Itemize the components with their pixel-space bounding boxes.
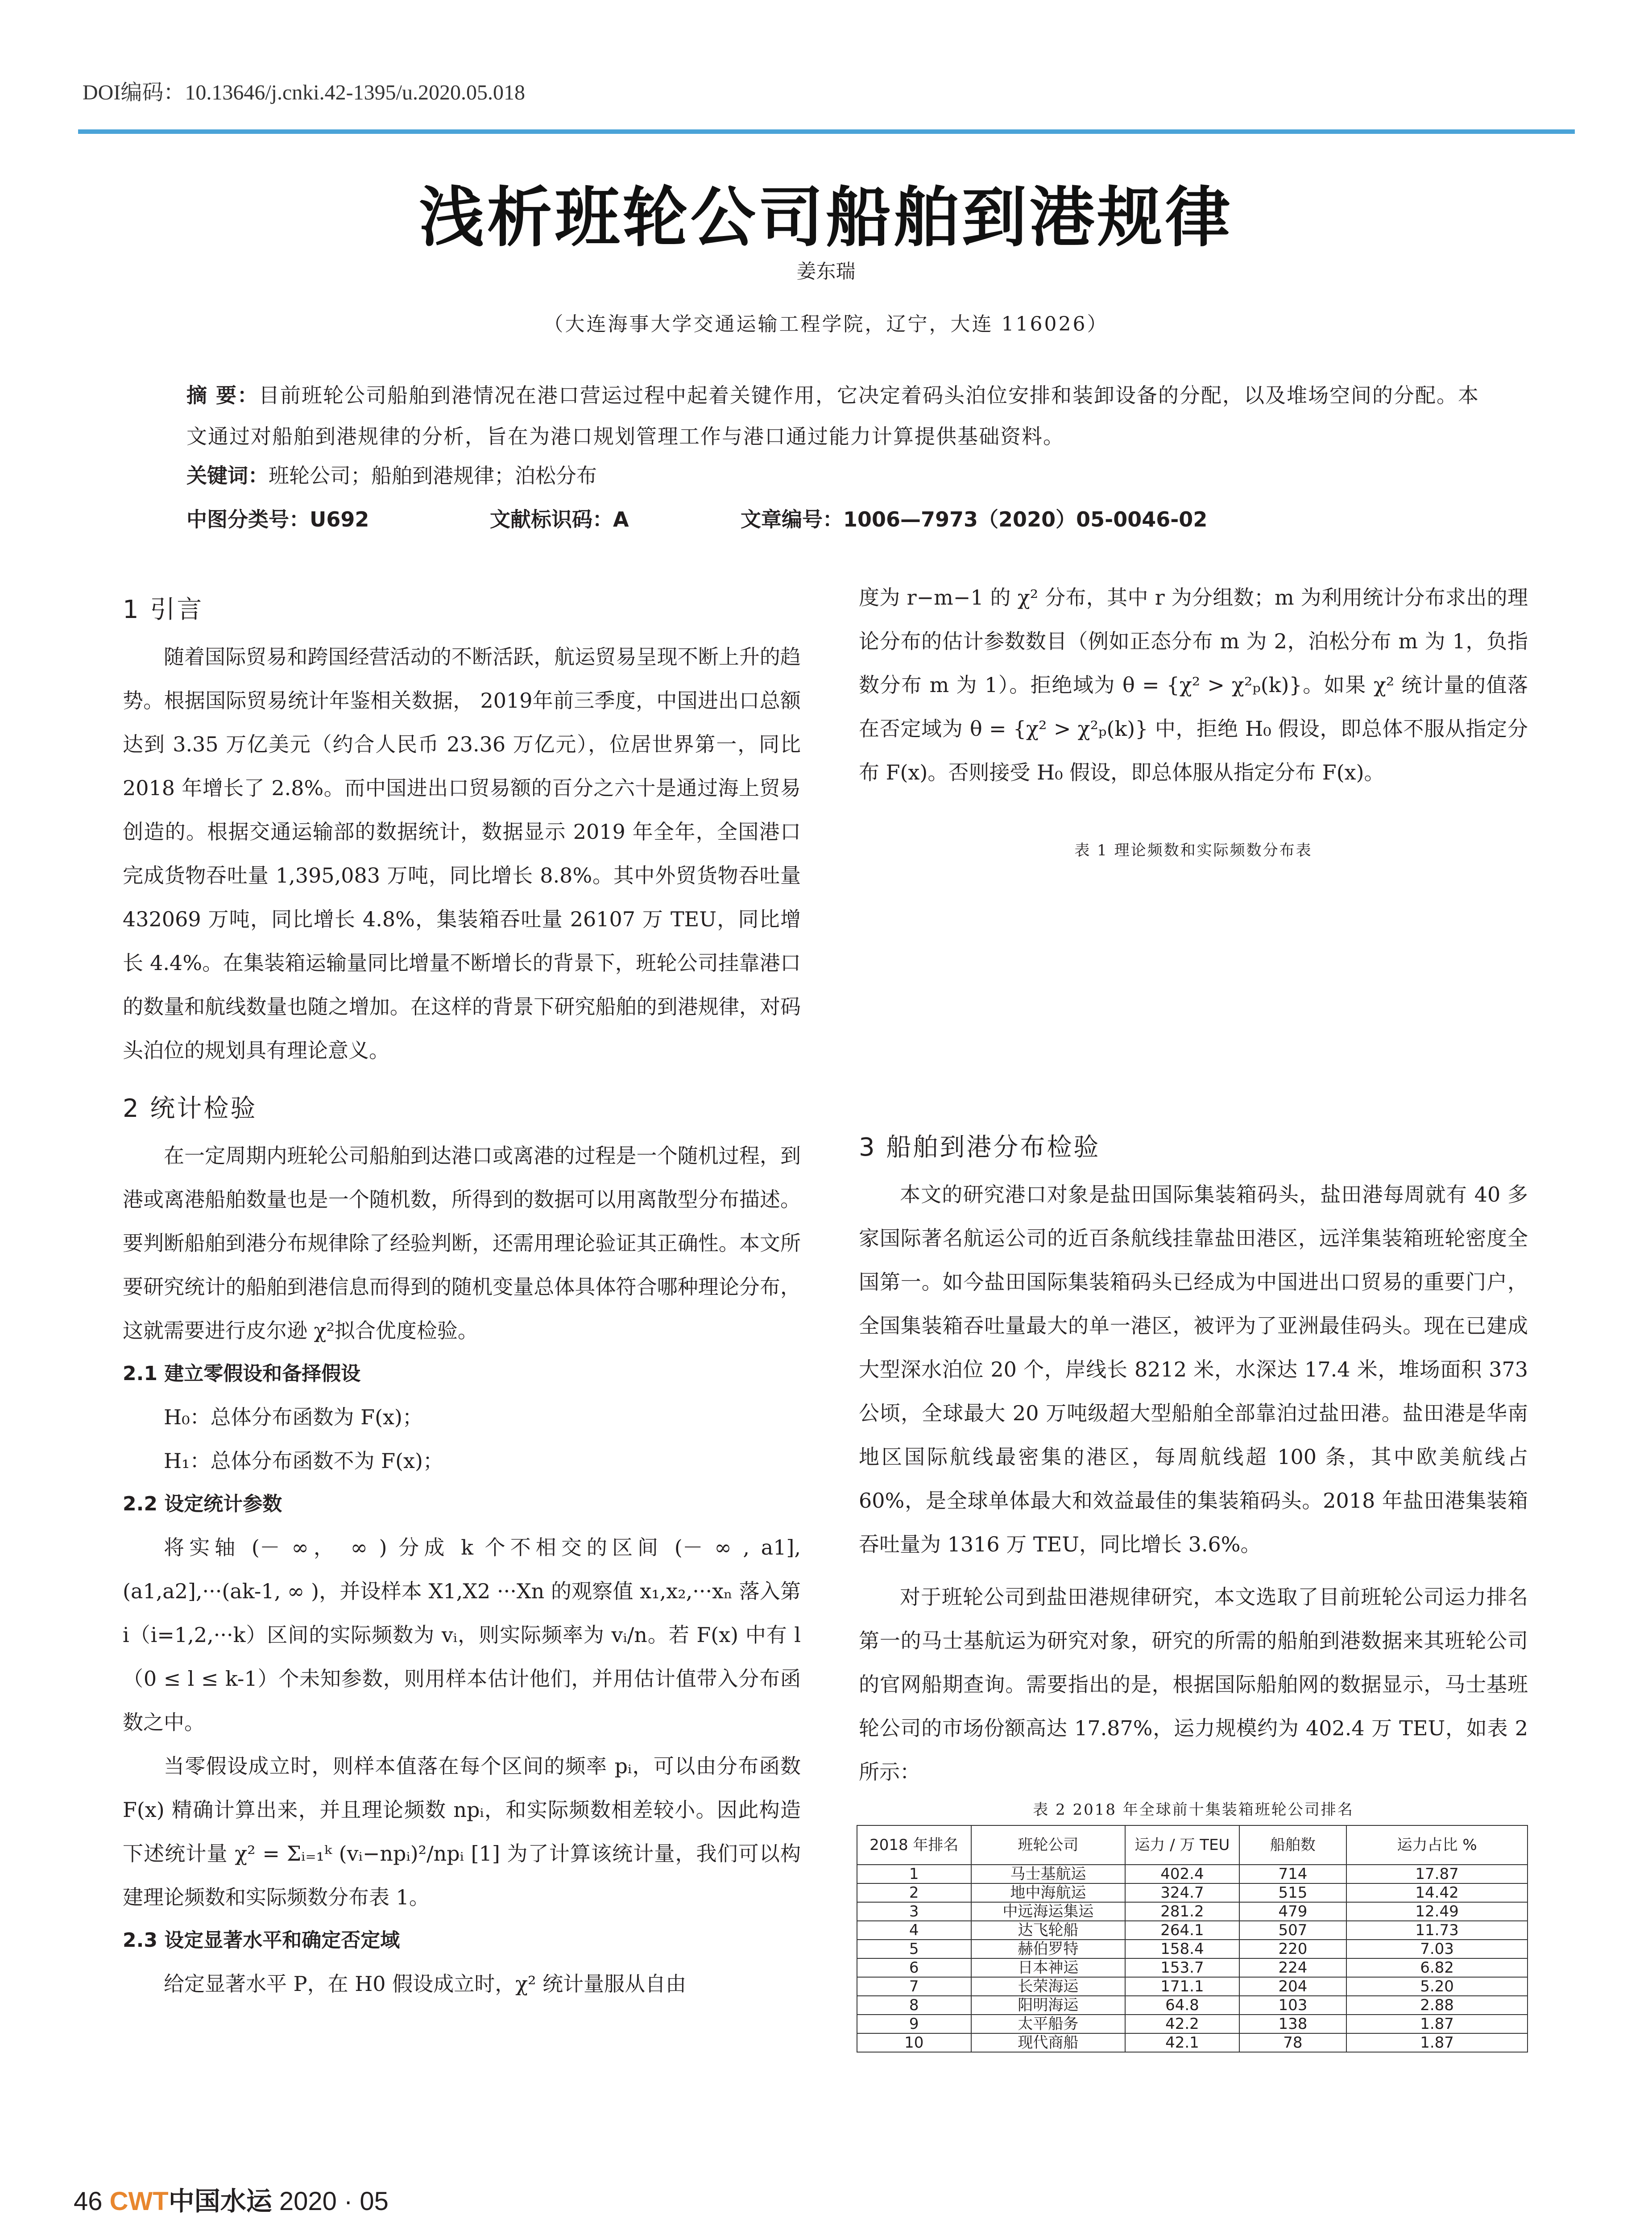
- table-cell: 6: [857, 1958, 971, 1977]
- article-number: 文章编号：1006—7973（2020）05-0046-02: [741, 507, 1208, 531]
- table-header-cell: 班轮公司: [971, 1825, 1126, 1865]
- table-cell: 158.4: [1125, 1940, 1239, 1958]
- table-cell: 1: [857, 1865, 971, 1883]
- journal-logo: CWT: [109, 2187, 169, 2216]
- journal-name: 中国水运: [168, 2186, 272, 2216]
- journal-issue: 2020 · 05: [279, 2187, 389, 2216]
- section-2-heading: 2 统计检验: [123, 1094, 257, 1123]
- section-1-heading: 1 引言: [123, 595, 204, 624]
- table-cell: 赫伯罗特: [971, 1940, 1126, 1958]
- table-header-cell: 2018 年排名: [857, 1825, 971, 1865]
- author: 姜东瑞: [796, 260, 856, 283]
- table-row: [857, 1977, 1528, 1996]
- table-cell: 153.7: [1125, 1958, 1239, 1977]
- table-cell: 10: [857, 2033, 971, 2052]
- table-row: [857, 1921, 1528, 1940]
- table-cell: 12.49: [1346, 1902, 1528, 1921]
- table-cell: 281.2: [1125, 1902, 1239, 1921]
- table-cell: 224: [1239, 1958, 1346, 1977]
- table-cell: 103: [1239, 1996, 1346, 2015]
- section-3-heading: 3 船舶到港分布检验: [859, 1133, 1101, 1162]
- table-cell: 4: [857, 1921, 971, 1940]
- table-cell: 515: [1239, 1883, 1346, 1902]
- table-row: [857, 2033, 1528, 2052]
- table-cell: 204: [1239, 1977, 1346, 1996]
- table-cell: 507: [1239, 1921, 1346, 1940]
- keywords-text: 班轮公司；船舶到港规律；泊松分布: [269, 464, 597, 488]
- table-header-cell: 运力占比 %: [1346, 1825, 1528, 1865]
- table-row: [857, 1958, 1528, 1977]
- table-cell: 达飞轮船: [971, 1921, 1126, 1940]
- table-cell: 171.1: [1125, 1977, 1239, 1996]
- table-cell: 太平船务: [971, 2015, 1126, 2033]
- header-divider: [78, 129, 1575, 134]
- keywords: [186, 460, 1485, 489]
- abstract: [186, 375, 1485, 457]
- table-cell: 2.88: [1346, 1996, 1528, 2015]
- table-row: [857, 2015, 1528, 2033]
- table-cell: 1.87: [1346, 2033, 1528, 2052]
- right-column-top: [859, 576, 1528, 794]
- right-column-bottom: [859, 1116, 1528, 1794]
- keywords-label: 关键词：: [186, 464, 269, 488]
- table-cell: 5.20: [1346, 1977, 1528, 1996]
- table-row: [857, 1865, 1528, 1883]
- table-cell: 3: [857, 1902, 971, 1921]
- table-cell: 9: [857, 2015, 971, 2033]
- table-cell: 42.1: [1125, 2033, 1239, 2052]
- abstract-label: 摘 要：: [186, 383, 259, 407]
- table-cell: 1.87: [1346, 2015, 1528, 2033]
- table-header-cell: 运力 / 万 TEU: [1125, 1825, 1239, 1865]
- table-cell: 479: [1239, 1902, 1346, 1921]
- table-2: [857, 1825, 1528, 2053]
- table-cell: 现代商船: [971, 2033, 1126, 2052]
- table-row: [857, 1940, 1528, 1958]
- table-cell: 马士基航运: [971, 1865, 1126, 1883]
- table-2-caption: 表 2 2018 年全球前十集装箱班轮公司排名: [1033, 1801, 1354, 1819]
- table-cell: 7: [857, 1977, 971, 1996]
- table-1-caption: 表 1 理论频数和实际频数分布表: [1074, 842, 1312, 859]
- table-cell: 14.42: [1346, 1883, 1528, 1902]
- table-cell: 中远海运集运: [971, 1902, 1126, 1921]
- table-cell: 阳明海运: [971, 1996, 1126, 2015]
- table-header-row: [857, 1825, 1528, 1865]
- section-2-2-heading: 2.2 设定统计参数: [123, 1493, 282, 1515]
- table-cell: 长荣海运: [971, 1977, 1126, 1996]
- section-2-3-continued: 度为 r−m−1 的 χ² 分布，其中 r 为分组数；m 为利用统计分布求出的理论分布的估计参数数目（例如正态分布 m 为 2，泊松分布 m 为 1，负指数分布 m 为 1）。拒绝域为 θ = {χ² > χ²ₚ(k)}。如果 χ² 统计量的值落在否定域为 θ = {χ² > χ²ₚ(k)} 中，拒绝 H₀ 假设，即总体不服从指定分布 F(x)。否则接受 H₀ 假设，即总体服从指定分布 F(x)。: [859, 585, 1528, 784]
- page-number: 46: [74, 2187, 103, 2216]
- abstract-text: 目前班轮公司船舶到港情况在港口营运过程中起着关键作用，它决定着码头泊位安排和装卸设备的分配，以及堆场空间的分配。本文通过对船舶到港规律的分析，旨在为港口规划管理工作与港口通过能力计算提供基础资料。: [186, 383, 1480, 448]
- table-cell: 138: [1239, 2015, 1346, 2033]
- table-cell: 7.03: [1346, 1940, 1528, 1958]
- table-row: [857, 1902, 1528, 1921]
- affiliation: （大连海事大学交通运输工程学院，辽宁，大连 116026）: [543, 313, 1109, 336]
- table-cell: 8: [857, 1996, 971, 2015]
- section-2-paragraph: 在一定周期内班轮公司船舶到达港口或离港的过程是一个随机过程，到港或离港船舶数量也是一个随机数，所得到的数据可以用离散型分布描述。要判断船舶到港分布规律除了经验判断，还需用理论验证其正确性。本文所要研究统计的船舶到港信息而得到的随机变量总体具体符合哪种理论分布，这就需要进行皮尔逊 χ²拟合优度检验。: [123, 1144, 801, 1343]
- section-2-2-paragraph-2: 当零假设成立时，则样本值落在每个区间的频率 pᵢ，可以由分布函数 F(x) 精确计算出来，并且理论频数 npᵢ，和实际频数相差较小。因此构造下述统计量 χ² = Σᵢ₌₁ᵏ (vᵢ−npᵢ)²/npᵢ [1] 为了计算该统计量，我们可以构建理论频数和实际频数分布表 1。: [123, 1754, 801, 1909]
- table-cell: 220: [1239, 1940, 1346, 1958]
- hypothesis-h1: H₁：总体分布函数不为 F(x)；: [164, 1449, 443, 1473]
- table-cell: 402.4: [1125, 1865, 1239, 1883]
- table-cell: 64.8: [1125, 1996, 1239, 2015]
- footer: [74, 2180, 389, 2218]
- section-3-paragraph-2: 对于班轮公司到盐田港规律研究，本文选取了目前班轮公司运力排名第一的马士基航运为研究对象，研究的所需的船舶到港数据来其班轮公司的官网船期查询。需要指出的是，根据国际船舶网的数据显示，马士基班轮公司的市场份额高达 17.87%，运力规模约为 402.4 万 TEU，如表 2 所示：: [859, 1585, 1528, 1784]
- hypothesis-h0: H₀：总体分布函数为 F(x)；: [164, 1405, 423, 1429]
- table-cell: 6.82: [1346, 1958, 1528, 1977]
- table-cell: 日本神运: [971, 1958, 1126, 1977]
- table-header-cell: 船舶数: [1239, 1825, 1346, 1865]
- table-row: [857, 1883, 1528, 1902]
- table-cell: 2: [857, 1883, 971, 1902]
- table-cell: 714: [1239, 1865, 1346, 1883]
- table-cell: 264.1: [1125, 1921, 1239, 1940]
- table-cell: 78: [1239, 2033, 1346, 2052]
- table-cell: 11.73: [1346, 1921, 1528, 1940]
- section-2-3-heading: 2.3 设定显著水平和确定否定域: [123, 1929, 400, 1952]
- section-2-2-paragraph-1: 将实轴 (－ ∞， ∞ ) 分成 k 个不相交的区间 (－ ∞ , a1], (a1,a2],···(ak-1, ∞ )，并设样本 X1,X2 ···Xn 的观察值 x₁,x₂,···xₙ 落入第 i（i=1,2,···k）区间的实际频数为 vᵢ，则实际频率为 vᵢ/n。若 F(x) 中有 l（0 ≤ l ≤ k-1）个未知参数，则用样本估计他们，并用估计值带入分布函数之中。: [123, 1535, 801, 1734]
- clc-number: 中图分类号：U692: [186, 507, 369, 531]
- section-1-paragraph: 随着国际贸易和跨国经营活动的不断活跃，航运贸易呈现不断上升的趋势。根据国际贸易统计年鉴相关数据， 2019年前三季度，中国进出口总额达到 3.35 万亿美元（约合人民币 23.36 万亿元），位居世界第一，同比 2018 年增长了 2.8%。而中国进出口贸易额的百分之六十是通过海上贸易创造的。根据交通运输部的数据统计，数据显示 2019 年全年，全国港口完成货物吞吐量 1,395,083 万吨，同比增长 8.8%。其中外贸货物吞吐量 432069 万吨，同比增长 4.8%，集装箱吞吐量 26107 万 TEU，同比增长 4.4%。在集装箱运输量同比增量不断增长的背景下，班轮公司挂靠港口的数量和航线数量也随之增加。在这样的背景下研究船舶的到港规律，对码头泊位的规划具有理论意义。: [123, 645, 801, 1062]
- section-3-paragraph-1: 本文的研究港口对象是盐田国际集装箱码头，盐田港每周就有 40 多家国际著名航运公司的近百条航线挂靠盐田港区，远洋集装箱班轮密度全国第一。如今盐田国际集装箱码头已经成为中国进出口贸易的重要门户，全国集装箱吞吐量最大的单一港区，被评为了亚洲最佳码头。现在已建成大型深水泊位 20 个，岸线长 8212 米，水深达 17.4 米，堆场面积 373 公顷，全球最大 20 万吨级超大型船舶全部靠泊过盐田港。盐田港是华南地区国际航线最密集的港区，每周航线超 100 条，其中欧美航线占 60%，是全球单体最大和效益最佳的集装箱码头。2018 年盐田港集装箱吞吐量为 1316 万 TEU，同比增长 3.6%。: [859, 1182, 1528, 1556]
- left-column: [123, 578, 801, 2006]
- table-cell: 17.87: [1346, 1865, 1528, 1883]
- paper-title: 浅析班轮公司船舶到港规律: [419, 179, 1233, 256]
- section-2-1-heading: 2.1 建立零假设和备择假设: [123, 1362, 361, 1385]
- table-cell: 5: [857, 1940, 971, 1958]
- document-code: 文献标识码：A: [490, 507, 629, 531]
- table-row: [857, 1996, 1528, 2015]
- doi-line: DOI编码：10.13646/j.cnki.42-1395/u.2020.05.018: [83, 81, 525, 104]
- table-cell: 324.7: [1125, 1883, 1239, 1902]
- table-cell: 42.2: [1125, 2015, 1239, 2033]
- section-2-3-paragraph: 给定显著水平 P，在 H0 假设成立时，χ² 统计量服从自由: [164, 1972, 687, 1996]
- table-cell: 地中海航运: [971, 1883, 1126, 1902]
